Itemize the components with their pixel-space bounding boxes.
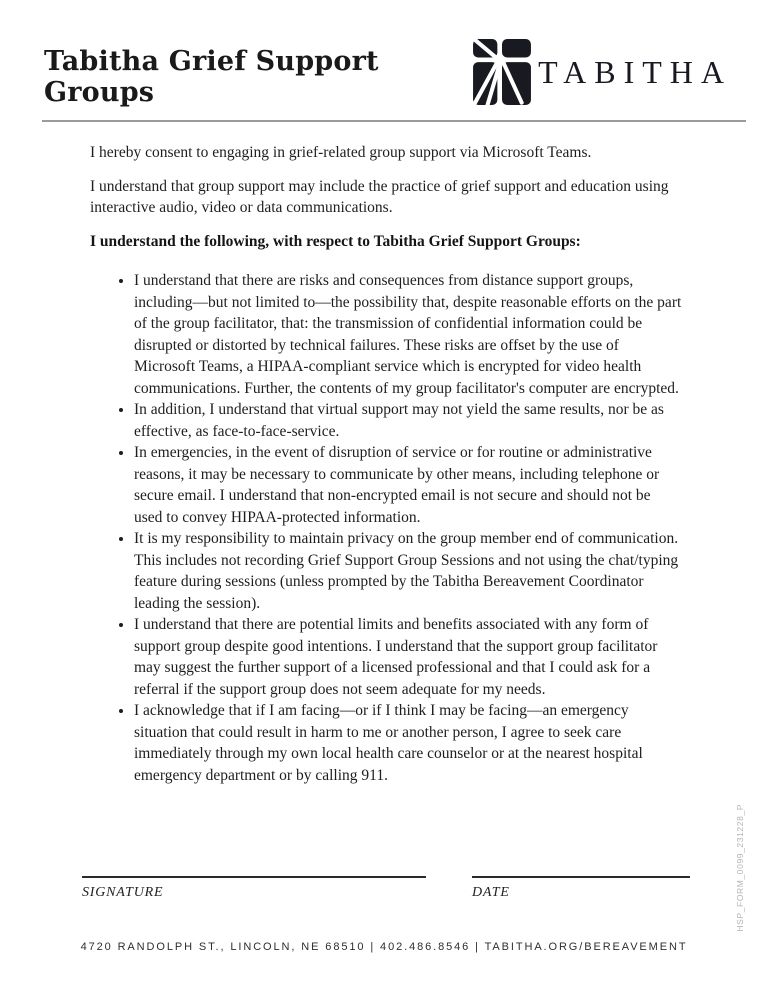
footer-contact-info: 4720 RANDOLPH ST., LINCOLN, NE 68510 | 402.486.8546 | TABITHA.ORG/BEREAVEMENT bbox=[80, 941, 688, 953]
signature-label: SIGNATURE bbox=[82, 885, 164, 900]
bullet-emergency-care: • I acknowledge that if I am facing—or if I think I may be facing—an emergency situation that could result in harm to me or another person, I agree to seek care immediately through my own local health care counselor or at the nearest hospital emergency department or by calling 911. bbox=[134, 700, 682, 786]
consent-body bbox=[90, 142, 682, 786]
bullet-emergency-communication: • In emergencies, in the event of disruption of service or for routine or administrative reasons, it may be necessary to communicate by other means, including telephone or secure email. I understand that non-encrypted email is not secure and should not be used to convey HIPAA-protected information. bbox=[134, 442, 682, 528]
form-code-vertical-text: HSP_FORM_0099_231228_P bbox=[735, 804, 745, 932]
bullet-privacy-responsibility: • It is my responsibility to maintain privacy on the group member end of communication. This includes not recording Grief Support Group Sessions and not using the chat/typing feature during sessions (unless prompted by the Tabitha Bereavement Coordinator leading the session). bbox=[134, 528, 682, 614]
date-line[interactable] bbox=[472, 876, 690, 901]
logo-wordmark: TABITHA bbox=[538, 53, 732, 90]
signature-section bbox=[82, 876, 690, 901]
page-title: Tabitha Grief Support Groups bbox=[44, 46, 379, 108]
signature-line[interactable] bbox=[82, 876, 426, 901]
tabitha-cross-mark-icon bbox=[473, 39, 531, 105]
consent-paragraph-2: I understand that group support may include the practice of grief support and education using interactive audio, video or data communications. bbox=[90, 177, 669, 216]
bullet-virtual-effectiveness: • In addition, I understand that virtual support may not yield the same results, nor be as effective, as face-to-face-service. bbox=[134, 399, 682, 442]
bullet-limits-and-benefits: • I understand that there are potential limits and benefits associated with any form of support group despite good intentions. I understand that the support group facilitator may suggest the further support of a licensed professional and that I could ask for a referral if the support group does not seem adequate for my needs. bbox=[134, 614, 682, 700]
understanding-bullet-list bbox=[90, 270, 682, 786]
understanding-heading: I understand the following, with respect to Tabitha Grief Support Groups: bbox=[90, 232, 581, 250]
tabitha-logo bbox=[473, 39, 732, 105]
date-label: DATE bbox=[472, 885, 510, 900]
header-divider bbox=[42, 120, 746, 122]
bullet-risks-and-consequences: • I understand that there are risks and consequences from distance support groups, including—but not limited to—the possibility that, despite reasonable efforts on the part of the group facilitator, that: the transmission of confidential information could be disrupted or distorted by technical failures. These risks are offset by the use of Microsoft Teams, a HIPAA-compliant service which is encrypted for video health communications. Further, the contents of my group facilitator's computer are encrypted. bbox=[134, 270, 682, 399]
consent-paragraph-1: I hereby consent to engaging in grief-related group support via Microsoft Teams. bbox=[90, 144, 592, 161]
document-header bbox=[44, 36, 732, 108]
